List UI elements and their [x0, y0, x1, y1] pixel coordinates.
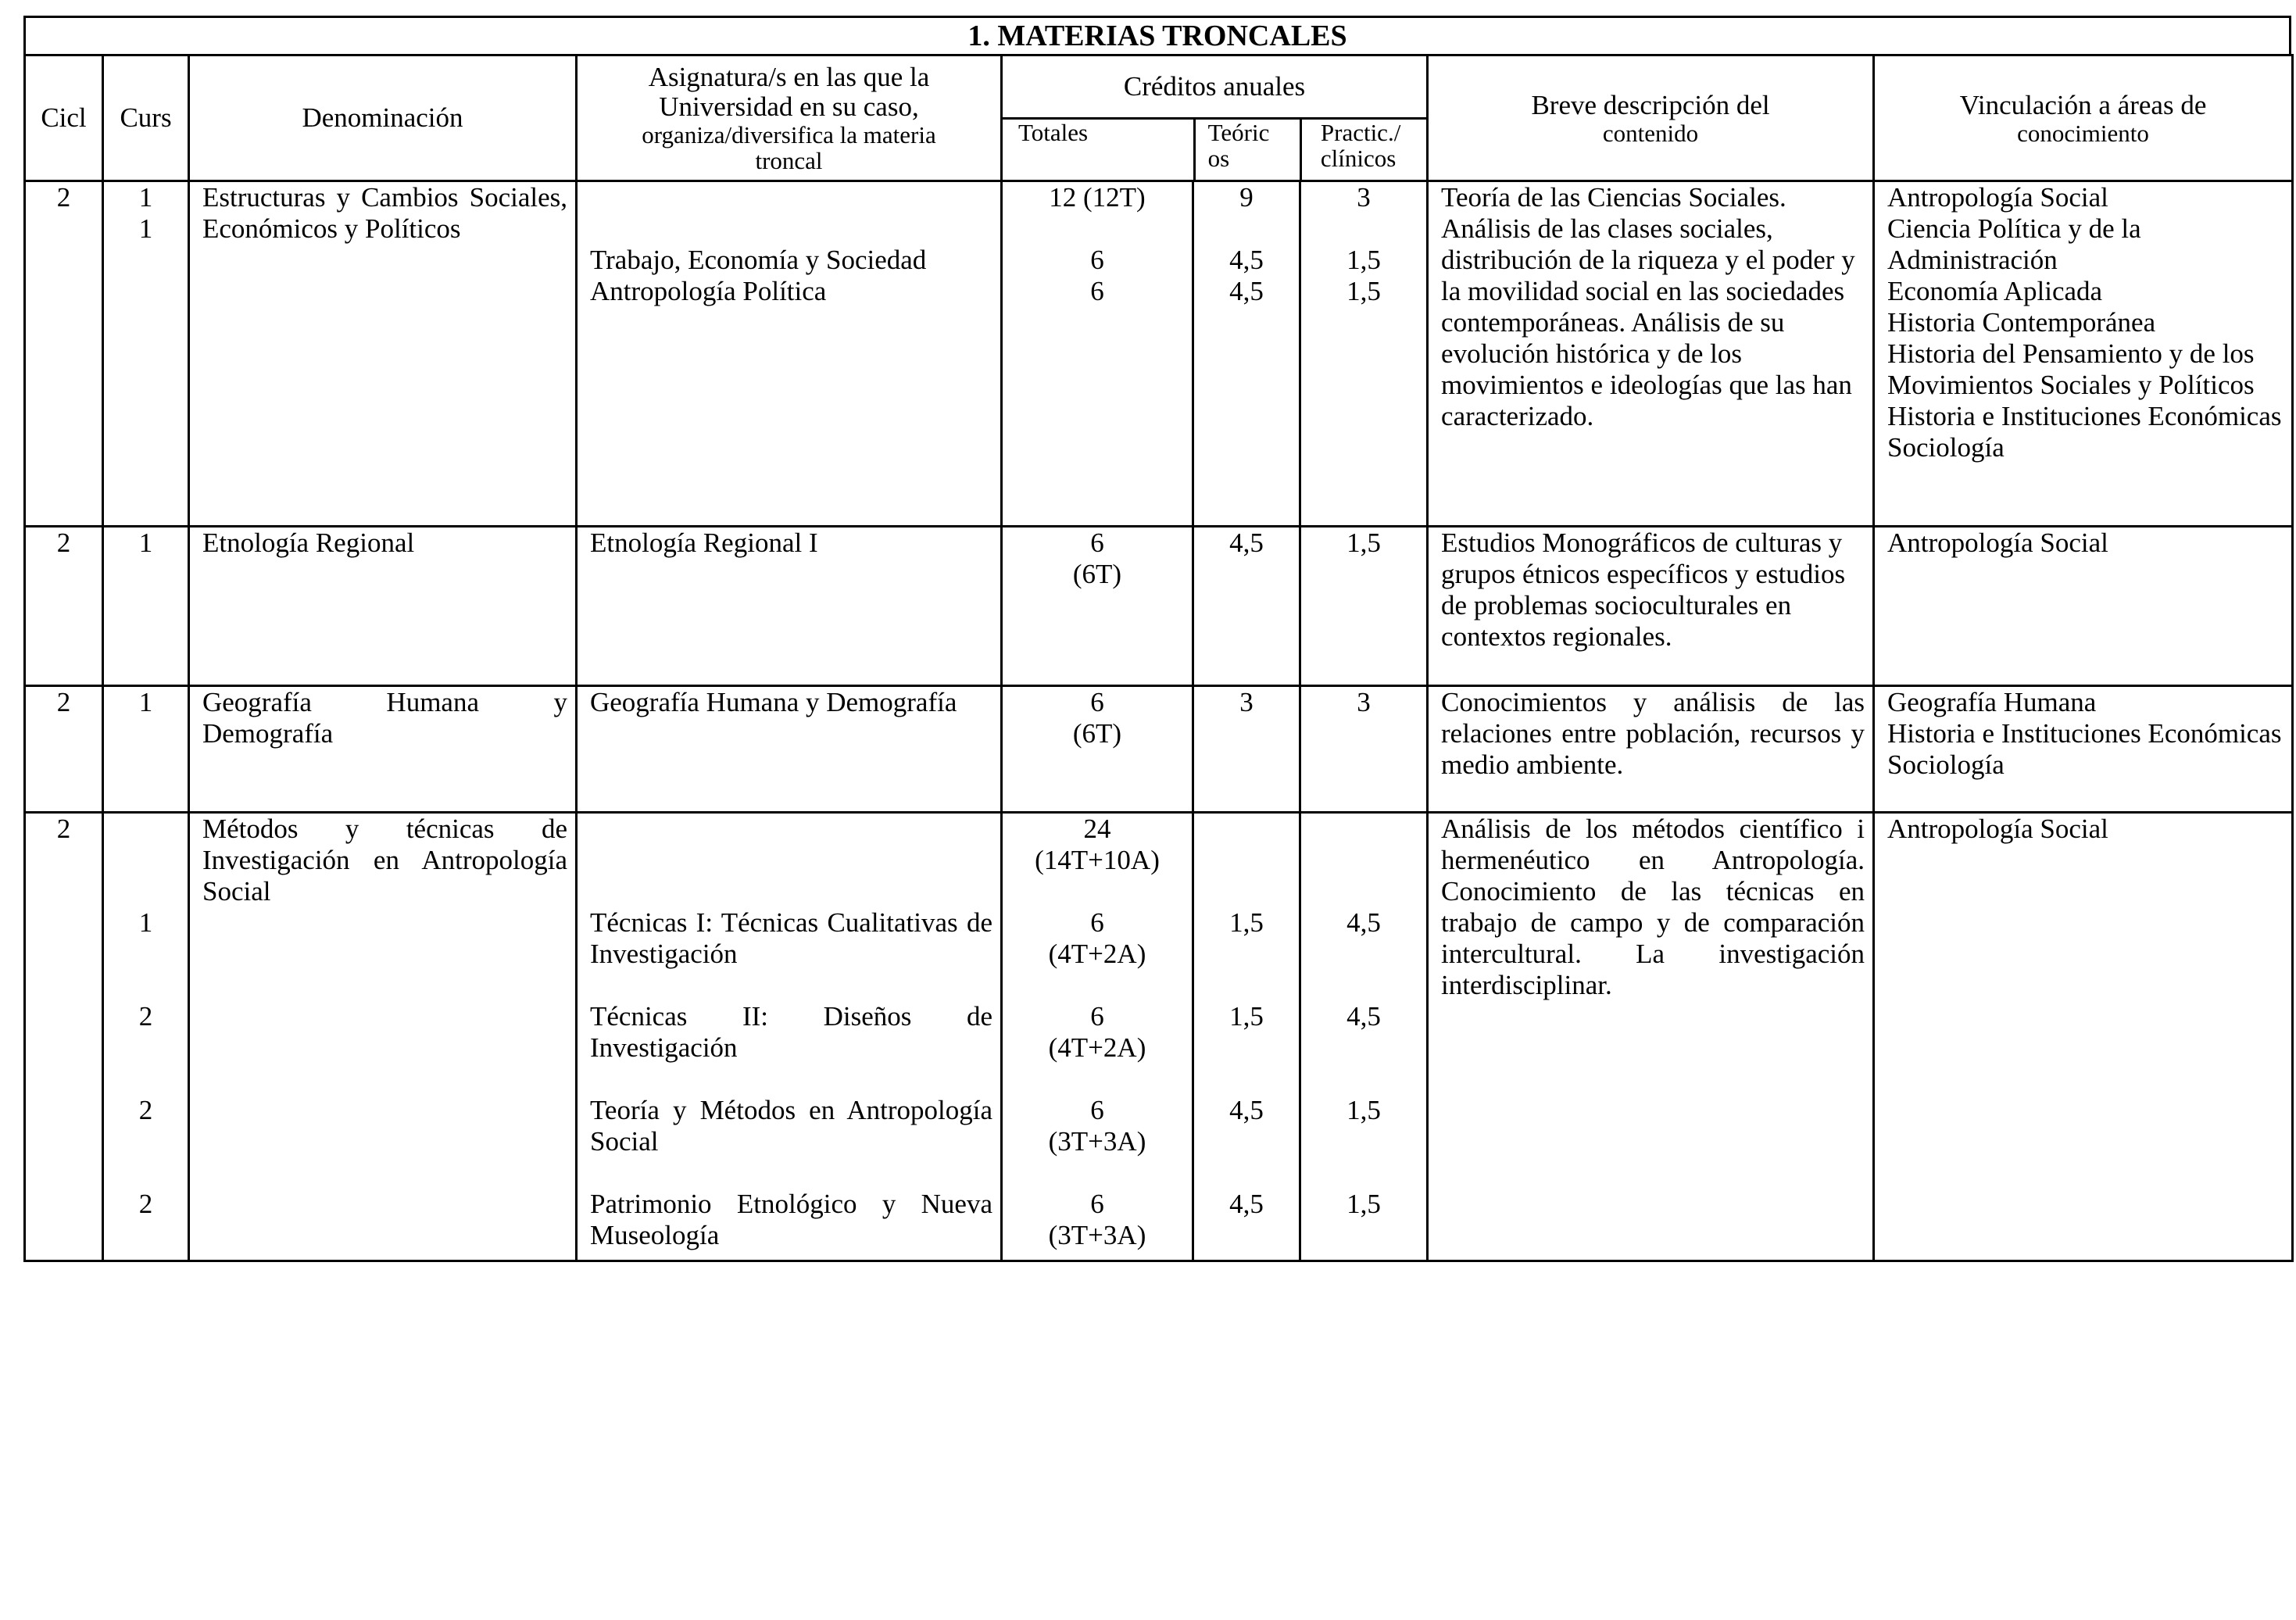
cell-descripcion: Teoría de las Ciencias Sociales. Análisis de las clases sociales, distribución de la riqueza y el poder y la movilidad social en las sociedades contemporáneas. Análisis de su evolución histórica y de los movimientos e ideologías que las han caracterizado.: [1428, 181, 1874, 527]
cell-teoricos: 4,5: [1193, 527, 1300, 686]
cell-teoricos: 9 4,5 4,5: [1193, 181, 1300, 527]
materias-table: [23, 54, 2294, 1262]
header-curs: Curs: [103, 55, 189, 181]
cell-denominacion: Métodos y técnicas de Investigación en Antropología Social: [189, 813, 577, 1261]
cell-curs: 1 2 2 2: [103, 813, 189, 1261]
cell-practicos: 1,5: [1300, 527, 1428, 686]
cell-cicl: 2: [25, 686, 103, 813]
table-row: [25, 813, 2293, 1261]
cell-asignaturas: Geografía Humana y Demografía: [577, 686, 1002, 813]
cell-denominacion: Geografía Humana y Demografía: [189, 686, 577, 813]
cell-descripcion: Conocimientos y análisis de las relaciones entre población, recursos y medio ambiente.: [1428, 686, 1874, 813]
cell-cicl: 2: [25, 527, 103, 686]
cell-totales: 6 (6T): [1002, 686, 1193, 813]
header-descripcion: Breve descripción del contenido: [1428, 55, 1874, 181]
cell-practicos: 4,5 4,5 1,5 1,5: [1300, 813, 1428, 1261]
header-teoricos: Teóric os: [1193, 120, 1300, 180]
cell-cicl: 2: [25, 181, 103, 527]
cell-totales: 12 (12T) 6 6: [1002, 181, 1193, 527]
cell-vinculacion: Antropología Social: [1874, 527, 2293, 686]
header-totales: Totales: [1018, 119, 1089, 146]
header-vinculacion: Vinculación a áreas de conocimiento: [1874, 55, 2293, 181]
table-row: [25, 181, 2293, 527]
cell-curs: 1: [103, 686, 189, 813]
cell-vinculacion: Antropología Social: [1874, 813, 2293, 1261]
cell-vinculacion: Antropología Social Ciencia Política y de la Administración Economía Aplicada Historia Contemporánea Historia del Pensamiento y de los Movimientos Sociales y Políticos Historia e Instituciones Económicas Sociología: [1874, 181, 2293, 527]
cell-cicl: 2: [25, 813, 103, 1261]
cell-asignaturas: Trabajo, Economía y Sociedad Antropología Política: [577, 181, 1002, 527]
cell-curs: 1: [103, 527, 189, 686]
cell-practicos: 3 1,5 1,5: [1300, 181, 1428, 527]
cell-denominacion: Etnología Regional: [189, 527, 577, 686]
table-title: 1. MATERIAS TRONCALES: [23, 16, 2291, 54]
header-denominacion: Denominación: [189, 55, 577, 181]
header-row: [25, 55, 2293, 181]
cell-totales: 6 (6T): [1002, 527, 1193, 686]
cell-descripcion: Estudios Monográficos de culturas y grupos étnicos específicos y estudios de problemas socioculturales en contextos regionales.: [1428, 527, 1874, 686]
cell-denominacion: Estructuras y Cambios Sociales, Económicos y Políticos: [189, 181, 577, 527]
document-page: [23, 16, 2291, 1262]
cell-teoricos: 3: [1193, 686, 1300, 813]
cell-totales: 24 (14T+10A) 6 (4T+2A) 6 (4T+2A) 6 (3T+3A) 6 (3T+3A): [1002, 813, 1193, 1261]
cell-curs: 1 1: [103, 181, 189, 527]
header-creditos: Créditos anuales Totales Teóric os Practic./ clínicos: [1002, 55, 1428, 181]
header-asignatura: Asignatura/s en las que la Universidad en su caso, organiza/diversifica la materia troncal: [577, 55, 1002, 181]
cell-practicos: 3: [1300, 686, 1428, 813]
cell-vinculacion: Geografía Humana Historia e Instituciones Económicas Sociología: [1874, 686, 2293, 813]
header-practicos: Practic./ clínicos: [1300, 120, 1426, 180]
cell-teoricos: 1,5 1,5 4,5 4,5: [1193, 813, 1300, 1261]
header-cicl: Cicl: [25, 55, 103, 181]
table-row: [25, 527, 2293, 686]
cell-asignaturas: Etnología Regional I: [577, 527, 1002, 686]
cell-asignaturas: Técnicas I: Técnicas Cualitativas de Investigación Técnicas II: Diseños de Investigación Teoría y Métodos en Antropología Social Patrimonio Etnológico y Nueva Museología: [577, 813, 1002, 1261]
cell-descripcion: Análisis de los métodos científico i hermenéutico en Antropología. Conocimiento de las técnicas en trabajo de campo y de comparación intercultural. La investigación interdisciplinar.: [1428, 813, 1874, 1261]
table-row: [25, 686, 2293, 813]
